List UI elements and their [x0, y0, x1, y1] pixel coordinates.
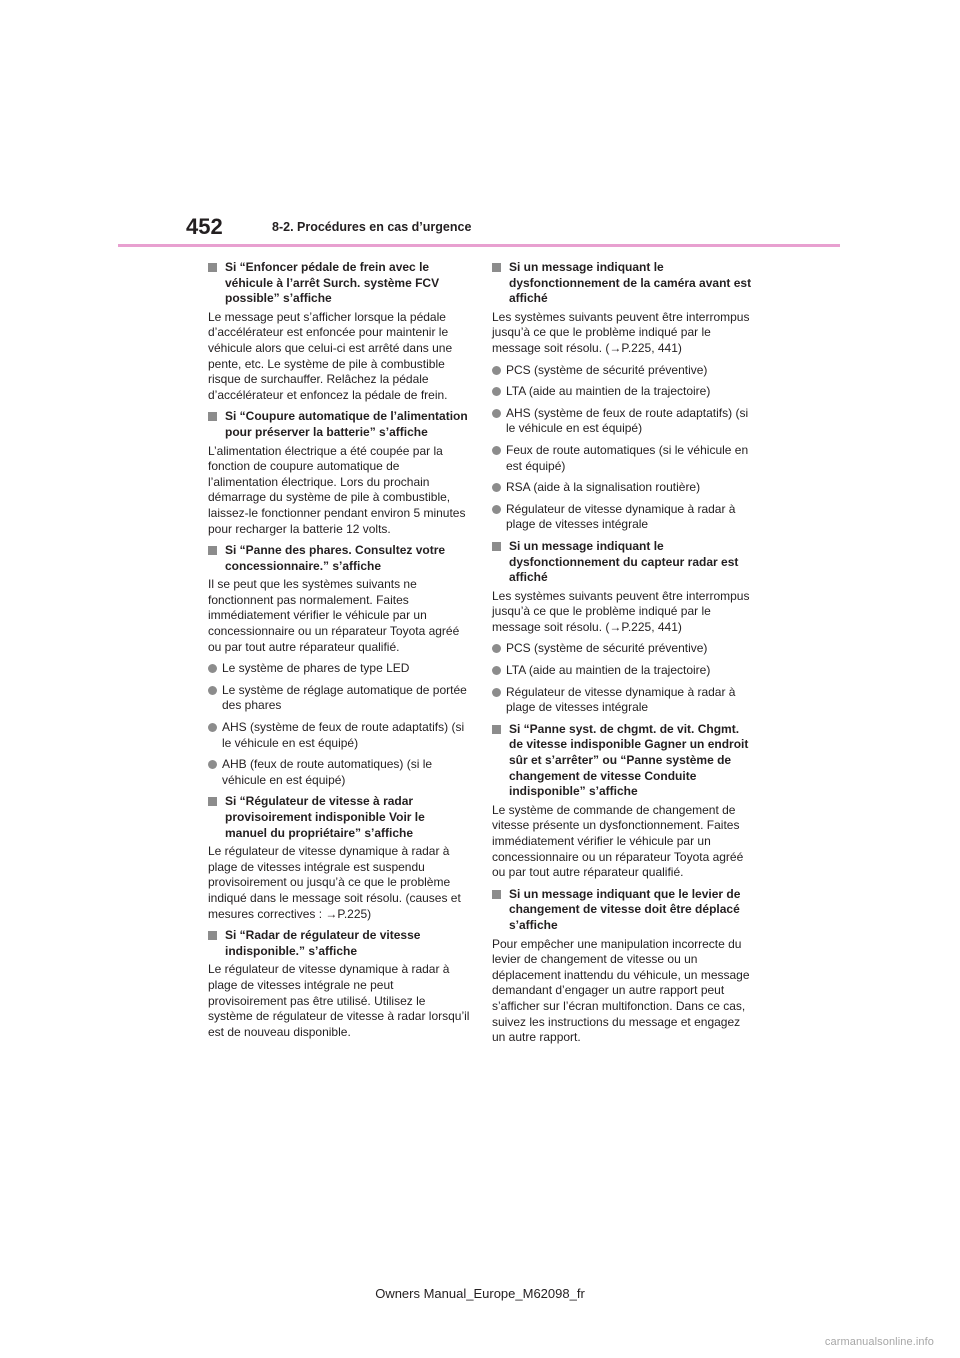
square-bullet-icon [492, 542, 501, 551]
list-item: LTA (aide au maintien de la trajectoire) [492, 663, 754, 679]
section-body: Les systèmes suivants peuvent être interrompus jusqu’à ce que le problème indiqué par le message soit résolu. (→P.225, 441) [492, 309, 750, 355]
header-divider [118, 244, 840, 247]
round-bullet-icon [492, 409, 501, 418]
square-bullet-icon [492, 725, 501, 734]
list-item: Le système de phares de type LED [208, 661, 470, 677]
section-heading: Si “Panne syst. de chgmt. de vit. Chgmt. de vitesse indisponible Gagner un endroit sûr et s’arrêter” ou “Panne système de changement de vitesse Conduite indisponible” s’affiche [492, 722, 754, 800]
section-body: L’alimentation électrique a été coupée par la fonction de coupure automatique de l’alimentation électrique. Lors du prochain démarrage du système de pile à combustible, laissez-le fonctionner pendant environ 5 minutes pour recharger la batterie 12 volts. [208, 443, 466, 536]
list-item: AHS (système de feux de route adaptatifs) (si le véhicule en est équipé) [208, 720, 470, 751]
section-heading: Si “Panne des phares. Consultez votre concessionnaire.” s’affiche [208, 543, 470, 574]
square-bullet-icon [208, 263, 217, 272]
round-bullet-icon [492, 366, 501, 375]
section-heading: Si un message indiquant que le levier de changement de vitesse doit être déplacé s’affiche [492, 887, 754, 934]
section-heading: Si “Radar de régulateur de vitesse indisponible.” s’affiche [208, 928, 470, 959]
round-bullet-icon [208, 686, 217, 695]
list-item: Régulateur de vitesse dynamique à radar à plage de vitesses intégrale [492, 502, 754, 533]
list-item: Feux de route automatiques (si le véhicule en est équipé) [492, 443, 754, 474]
watermark: carmanualsonline.info [824, 1336, 934, 1348]
section-body: Pour empêcher une manipulation incorrecte du levier de changement de vitesse ou un déplacement inattendu du véhicule, un message demandant d’engager un autre rapport peut s’afficher sur l’écran multifonction. Dans ce cas, suivez les instructions du message et engagez un autre rapport. [492, 936, 750, 1045]
section-body: Le système de commande de changement de vitesse présente un dysfonctionnement. Faites immédiatement vérifier le véhicule par un concessionnaire ou un réparateur Toyota agréé ou par tout autre réparateur qualifié. [492, 802, 744, 880]
round-bullet-icon [492, 446, 501, 455]
footer-document-id: Owners Manual_Europe_M62098_fr [375, 1286, 585, 1301]
round-bullet-icon [492, 483, 501, 492]
square-bullet-icon [492, 263, 501, 272]
round-bullet-icon [492, 644, 501, 653]
section-heading: Si un message indiquant le dysfonctionnement de la caméra avant est affiché [492, 260, 754, 307]
round-bullet-icon [492, 505, 501, 514]
section-heading: Si “Enfoncer pédale de frein avec le véhicule à l’arrêt Surch. système FCV possible” s’affiche [208, 260, 470, 307]
list-item: Régulateur de vitesse dynamique à radar à plage de vitesses intégrale [492, 685, 754, 716]
list-item: LTA (aide au maintien de la trajectoire) [492, 384, 754, 400]
section-body: Le régulateur de vitesse dynamique à radar à plage de vitesses intégrale ne peut provisoirement pas être utilisé. Utilisez le système de régulateur de vitesse à radar lorsqu’il est de nouveau disponible. [208, 962, 470, 1039]
round-bullet-icon [208, 664, 217, 673]
list-item: Le système de réglage automatique de portée des phares [208, 683, 470, 714]
left-column [208, 256, 470, 1046]
list-item: RSA (aide à la signalisation routière) [492, 480, 754, 496]
list-item: AHS (système de feux de route adaptatifs) (si le véhicule en est équipé) [492, 406, 754, 437]
list-item: PCS (système de sécurité préventive) [492, 641, 754, 657]
square-bullet-icon [208, 546, 217, 555]
round-bullet-icon [492, 688, 501, 697]
section-title: 8-2. Procédures en cas d’urgence [272, 220, 472, 234]
list-item: PCS (système de sécurité préventive) [492, 363, 754, 379]
round-bullet-icon [208, 723, 217, 732]
square-bullet-icon [208, 797, 217, 806]
list-item: AHB (feux de route automatiques) (si le véhicule en est équipé) [208, 757, 470, 788]
square-bullet-icon [492, 890, 501, 899]
section-body: Le régulateur de vitesse dynamique à radar à plage de vitesses intégrale est suspendu provisoirement ou jusqu’à ce que le problème indiqué dans le message soit résolu. (causes et mesures correctives : →P.225) [208, 844, 461, 921]
square-bullet-icon [208, 931, 217, 940]
round-bullet-icon [208, 760, 217, 769]
section-body: Le message peut s’afficher lorsque la pédale d’accélérateur est enfoncée pour maintenir le véhicule alors que celui-ci est arrêté dans une pente, etc. Le système de pile à combustible risque de surchauffer. Relâchez la pédale d’accélérateur et enfoncez la pédale de frein. [208, 309, 453, 402]
section-heading: Si un message indiquant le dysfonctionnement du capteur radar est affiché [492, 539, 754, 586]
section-heading: Si “Coupure automatique de l’alimentation pour préserver la batterie” s’affiche [208, 409, 470, 440]
section-heading: Si “Régulateur de vitesse à radar provisoirement indisponible Voir le manuel du propriétaire” s’affiche [208, 794, 470, 841]
section-body: Il se peut que les systèmes suivants ne fonctionnent pas normalement. Faites immédiatement vérifier le véhicule par un concessionnaire ou un réparateur Toyota agréé ou par tout autre réparateur qualifié. [208, 577, 460, 654]
round-bullet-icon [492, 387, 501, 396]
right-column [492, 256, 754, 1052]
section-body: Les systèmes suivants peuvent être interrompus jusqu’à ce que le problème indiqué par le message soit résolu. (→P.225, 441) [492, 588, 750, 634]
page-number: 452 [186, 214, 223, 239]
square-bullet-icon [208, 412, 217, 421]
round-bullet-icon [492, 666, 501, 675]
